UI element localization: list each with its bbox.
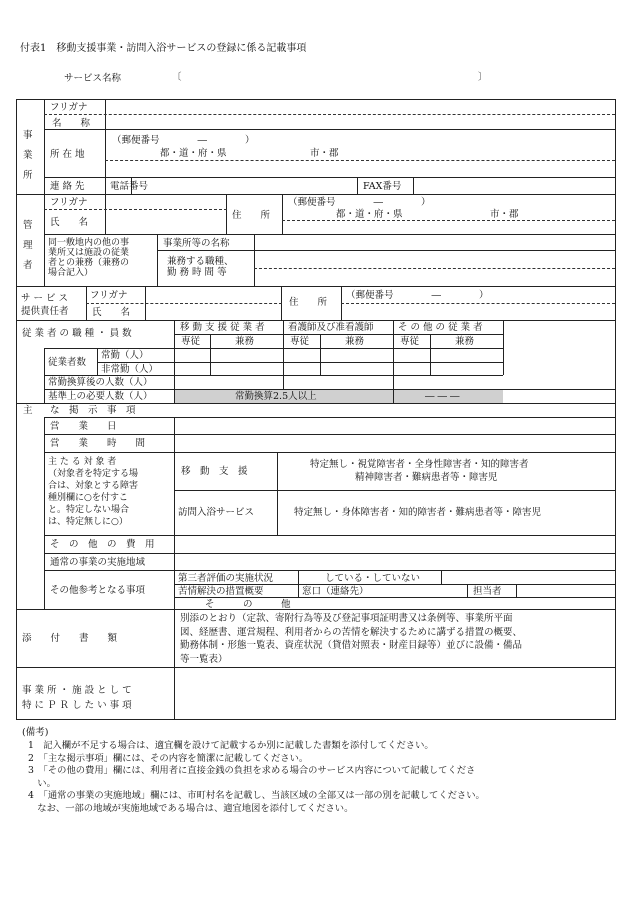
provider-furigana-label: フリガナ (90, 290, 128, 301)
main-items-title: な 掲 示 事 項 (50, 405, 136, 416)
divider-address-manager (282, 220, 615, 221)
manager-duty-field[interactable] (255, 252, 613, 285)
manager-section-label: 管 理 者 (23, 220, 33, 271)
provider-postal[interactable]: （郵便番号 ― ） (346, 290, 489, 301)
bathing-options[interactable]: 特定無し・身体障害者・知的障害者・難病患者等・障害児 (294, 507, 542, 518)
staff-part-3: 兼務 (455, 336, 475, 347)
bracket-close: 〕 (478, 72, 488, 83)
business-days-field[interactable] (175, 418, 613, 434)
staff-required-label: 基準上の必要人数（人） (48, 391, 153, 402)
office-fax-label: FAX番号 (363, 181, 402, 192)
pr-field[interactable] (175, 668, 613, 719)
note-item: 1 記入欄が不足する場合は、適宜欄を設けて記載するか別に記載した書類を添付してください。 (28, 740, 434, 751)
staff-regular-label: 常勤（人） (101, 350, 149, 361)
divider-address-provider (341, 303, 615, 304)
staff-col-mobility: 移 動 支 援 従 業 者 (180, 322, 265, 333)
office-contact-label: 連 絡 先 (50, 181, 85, 192)
office-furigana-field[interactable] (106, 101, 614, 113)
provider-label: サ ー ビ ス 提供責任者 (21, 293, 69, 317)
manager-city: 市・郡 (490, 209, 519, 220)
provider-name-field[interactable] (146, 304, 280, 319)
office-fax-field[interactable] (414, 179, 614, 193)
staff-col-nurse: 看護師及び准看護師 (288, 322, 374, 333)
complaint-window-label: 窓口（連絡先） (302, 586, 369, 597)
note-item: 4 「通常の事業の実施地域」欄には、市町村名を記載し、当該区域の全部又は一部の別を記載してください。 (28, 790, 485, 801)
third-party-value[interactable]: している・していない (325, 573, 421, 584)
office-section-label: 事 業 所 (23, 130, 33, 181)
staff-part-2: 兼務 (345, 336, 365, 347)
manager-name-label: 氏 名 (50, 217, 89, 228)
reference-other-field[interactable] (299, 598, 613, 609)
business-hours-field[interactable] (175, 435, 613, 452)
staff-converted-label: 常勤換算後の人数（人） (48, 377, 153, 388)
notes-list (28, 740, 485, 815)
mobility-options-line1[interactable]: 特定無し・視覚障害者・全身性障害者・知的障害者 (310, 459, 529, 470)
staff-count-label: 従業者数 (48, 357, 87, 368)
office-pref: 都・道・府・県 (160, 148, 227, 159)
reference-other-label: そ の 他 (205, 599, 291, 610)
other-costs-field[interactable] (175, 536, 613, 553)
note-item: なお、一部の地域が実施地域である場合は、適宜地図を添付してください。 (28, 802, 354, 814)
service-area-label: 通常の事業の実施地域 (50, 557, 146, 568)
bracket-open: 〔 (172, 72, 182, 83)
divider-address-office (105, 160, 615, 161)
reference-label: その他参考となる事項 (50, 585, 146, 596)
staff-full-1: 専従 (181, 336, 201, 347)
mobility-options-line2[interactable]: 精神障害者・難病患者等・障害児 (355, 472, 498, 483)
complaint-person-field[interactable] (517, 585, 613, 597)
third-party-label: 第三者評価の実施状況 (178, 573, 274, 584)
staff-part-1: 兼務 (235, 336, 255, 347)
attachments-text: 別添のとおり（定款、寄附行為等及び登記事項証明書又は条例等、事業所平面 図、経歴書、運営規程、利用者からの苦情を解決するために講ずる措置の概要、 勤務体制・形態一覧表、資産状況（貸借対照表・財産目録等）並びに設備・備品 等一覧表） (180, 613, 523, 665)
manager-concurrent-label: 同一敷地内の他の事 業所又は施設の従業 者との兼務（兼務の 場合記入） (48, 238, 130, 278)
provider-address-label: 住 所 (289, 297, 328, 308)
mobility-label: 移 動 支 援 (181, 466, 248, 477)
attachments-label: 添 付 書 類 (22, 633, 118, 644)
bathing-label: 訪問入浴サービス (178, 507, 255, 518)
other-costs-label: そ の 他 の 費 用 (50, 539, 155, 550)
staff-full-3: 専従 (400, 336, 420, 347)
business-days-label: 営 業 日 (50, 421, 117, 432)
service-name-label: サービス名称 (64, 73, 122, 84)
office-address-label: 所 在 地 (50, 149, 85, 160)
complaint-person-label: 担当者 (473, 586, 502, 597)
provider-furigana-field[interactable] (146, 288, 280, 302)
office-name-label: 名 称 (52, 118, 91, 129)
manager-furigana-field[interactable] (106, 195, 226, 208)
notes-title: (備考) (22, 727, 49, 738)
service-area-field[interactable] (175, 554, 613, 570)
staff-title: 従 業 者 の 職 種 ・ 員 数 (22, 328, 132, 339)
office-phone-label: 電話番号 (110, 181, 149, 192)
office-postal[interactable]: （郵便番号 ― ） (112, 135, 255, 146)
staff-nonregular-label: 非常勤（人） (101, 364, 159, 375)
manager-name-field[interactable] (106, 210, 226, 233)
note-item: 2 「主な掲示事項」欄には、その内容を簡潔に記載してください。 (28, 752, 309, 764)
complaint-label: 苦情解決の措置概要 (178, 586, 264, 597)
manager-office-name-label: 事業所等の名称 (163, 238, 230, 249)
manager-postal[interactable]: （郵便番号 ― ） (288, 197, 431, 208)
office-furigana-label: フリガナ (50, 102, 88, 113)
provider-name-label: 氏 名 (92, 307, 131, 318)
main-section-label: 主 (23, 405, 33, 416)
note-item: 3 「その他の費用」欄には、利用者に直接金銭の負担を求める場合のサービス内容について記載してくださ (28, 765, 476, 776)
manager-office-name-field[interactable] (255, 235, 613, 250)
manager-address-label: 住 所 (232, 210, 271, 221)
business-hours-label: 営 業 時 間 (50, 438, 146, 449)
manager-furigana-label: フリガナ (50, 197, 88, 208)
office-city: 市・郡 (310, 148, 339, 159)
note-item: い。 (28, 777, 56, 789)
staff-required-value: 常勤換算2.5人以上 (235, 391, 317, 402)
office-phone-field[interactable] (132, 179, 356, 193)
form-title: 付表1 移動支援事業・訪問入浴サービスの登録に係る記載事項 (20, 43, 307, 54)
staff-full-2: 専従 (290, 336, 310, 347)
office-name-field[interactable] (106, 115, 614, 129)
pr-label: 事 業 所 ・ 施 設 と し て 特 に Ｐ Ｒ し た い 事 項 (22, 685, 132, 711)
staff-col-other: そ の 他 の 従 業 者 (398, 322, 483, 333)
target-person-label: 主 た る 対 象 者 （対象者を特定する場 合は、対象とする障害 種別欄に○を付すこ と。特定しない場合 は、特定無しに○） (48, 457, 139, 527)
manager-duty-label: 兼務する職種、 勤 務 時 間 等 (167, 256, 234, 278)
manager-pref: 都・道・府・県 (336, 209, 403, 220)
staff-required-dash: ― ― ― (425, 391, 460, 402)
